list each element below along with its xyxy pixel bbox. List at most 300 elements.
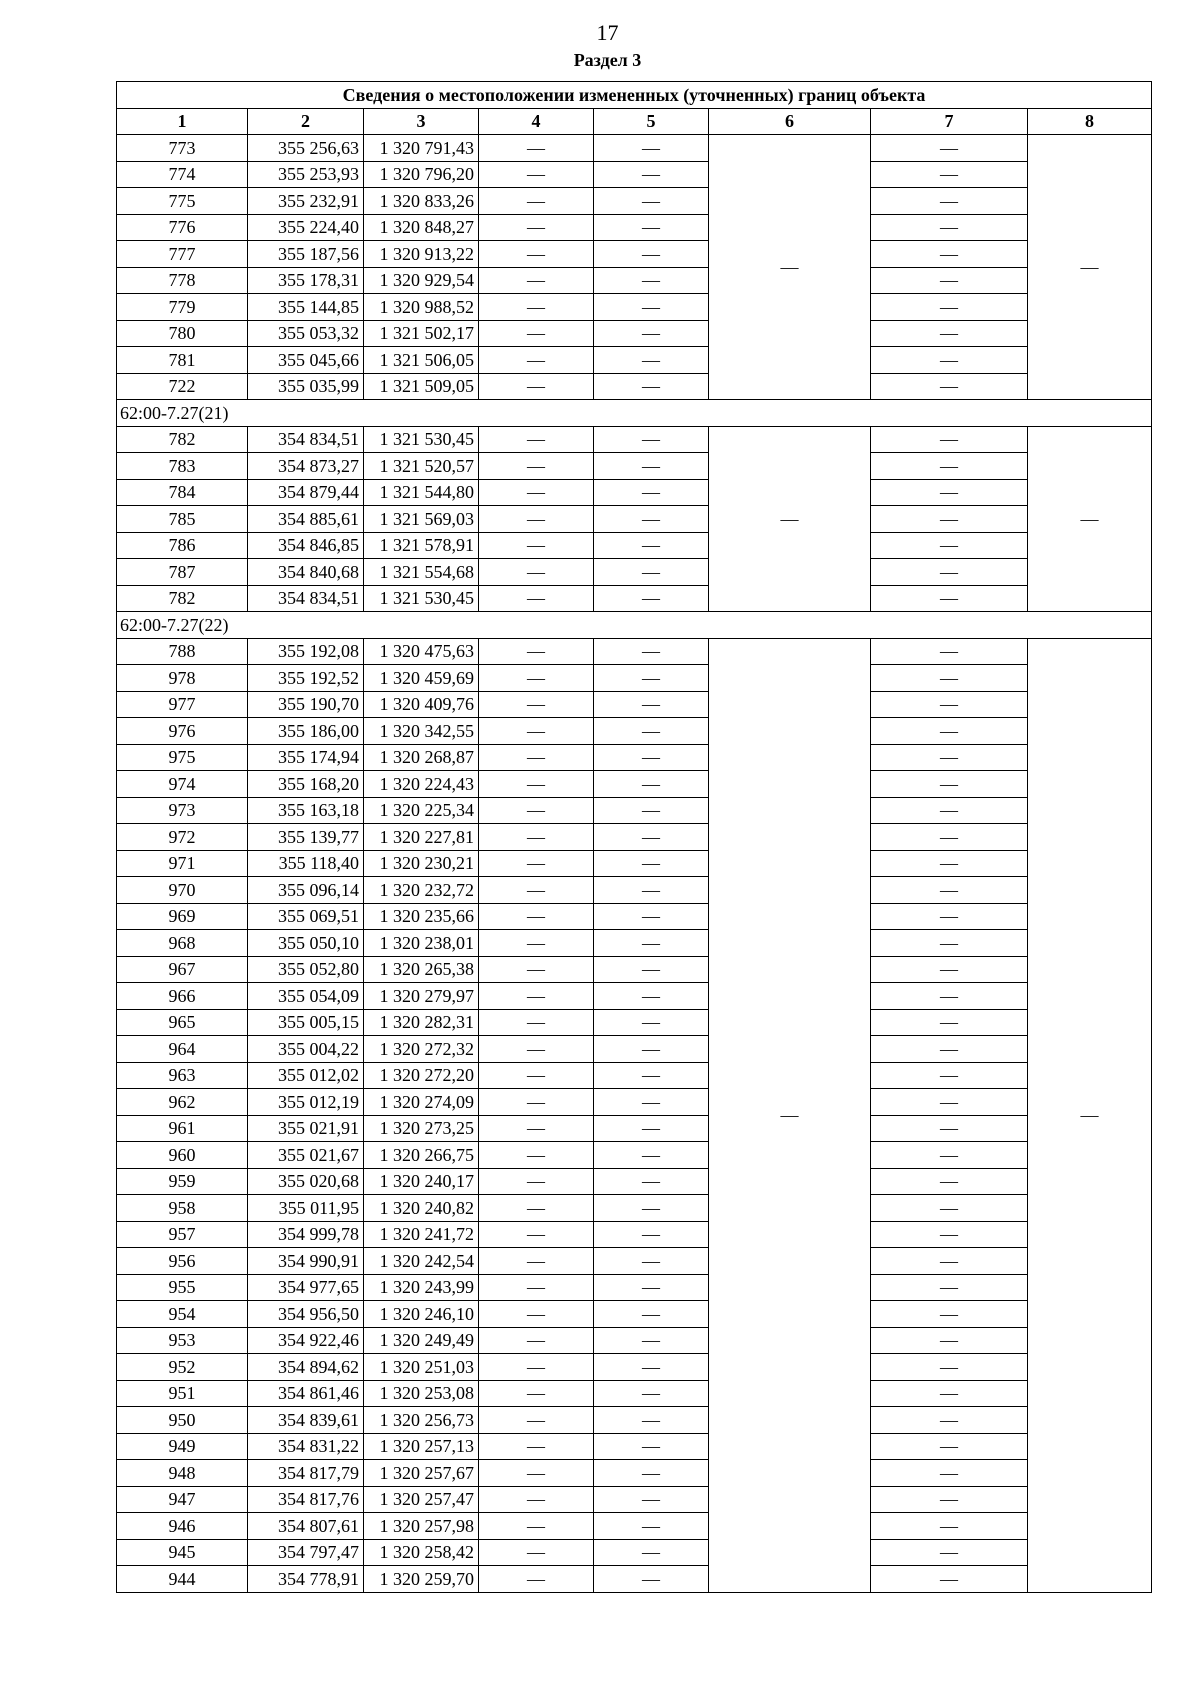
x-coordinate-cell: 355 190,70	[248, 691, 364, 718]
dash-cell: —	[594, 1062, 709, 1089]
x-coordinate-cell: 355 004,22	[248, 1036, 364, 1063]
x-coordinate-cell: 354 817,79	[248, 1460, 364, 1487]
column-header: 3	[364, 108, 479, 135]
dash-cell: —	[479, 930, 594, 957]
table-row	[117, 1115, 1152, 1142]
dash-cell: —	[479, 850, 594, 877]
merged-dash-cell: —	[1028, 638, 1152, 1592]
dash-cell: —	[479, 956, 594, 983]
dash-cell: —	[479, 665, 594, 692]
dash-cell: —	[594, 1009, 709, 1036]
x-coordinate-cell: 355 174,94	[248, 744, 364, 771]
point-number-cell: 952	[117, 1354, 248, 1381]
point-number-cell: 955	[117, 1274, 248, 1301]
dash-cell: —	[479, 294, 594, 321]
y-coordinate-cell: 1 320 272,20	[364, 1062, 479, 1089]
x-coordinate-cell: 355 178,31	[248, 267, 364, 294]
table-row	[117, 1566, 1152, 1593]
point-number-cell: 788	[117, 638, 248, 665]
dash-cell: —	[479, 1327, 594, 1354]
dash-cell: —	[871, 718, 1028, 745]
x-coordinate-cell: 355 021,67	[248, 1142, 364, 1169]
point-number-cell: 962	[117, 1089, 248, 1116]
point-number-cell: 946	[117, 1513, 248, 1540]
point-number-cell: 722	[117, 373, 248, 400]
y-coordinate-cell: 1 320 235,66	[364, 903, 479, 930]
x-coordinate-cell: 354 879,44	[248, 479, 364, 506]
dash-cell: —	[594, 850, 709, 877]
y-coordinate-cell: 1 320 259,70	[364, 1566, 479, 1593]
table-row	[117, 983, 1152, 1010]
dash-cell: —	[594, 665, 709, 692]
y-coordinate-cell: 1 321 509,05	[364, 373, 479, 400]
x-coordinate-cell: 354 807,61	[248, 1513, 364, 1540]
dash-cell: —	[871, 1301, 1028, 1328]
x-coordinate-cell: 355 096,14	[248, 877, 364, 904]
group-row	[117, 400, 1152, 427]
point-number-cell: 778	[117, 267, 248, 294]
y-coordinate-cell: 1 320 258,42	[364, 1539, 479, 1566]
point-number-cell: 954	[117, 1301, 248, 1328]
dash-cell: —	[594, 930, 709, 957]
x-coordinate-cell: 354 834,51	[248, 585, 364, 612]
point-number-cell: 944	[117, 1566, 248, 1593]
point-number-cell: 977	[117, 691, 248, 718]
y-coordinate-cell: 1 320 257,98	[364, 1513, 479, 1540]
dash-cell: —	[594, 691, 709, 718]
dash-cell: —	[594, 585, 709, 612]
table-row	[117, 903, 1152, 930]
merged-dash-cell: —	[1028, 426, 1152, 612]
point-number-cell: 961	[117, 1115, 248, 1142]
point-number-cell: 970	[117, 877, 248, 904]
dash-cell: —	[871, 1062, 1028, 1089]
dash-cell: —	[594, 559, 709, 586]
y-coordinate-cell: 1 321 578,91	[364, 532, 479, 559]
dash-cell: —	[871, 1168, 1028, 1195]
dash-cell: —	[594, 1460, 709, 1487]
dash-cell: —	[871, 1486, 1028, 1513]
y-coordinate-cell: 1 320 409,76	[364, 691, 479, 718]
x-coordinate-cell: 355 054,09	[248, 983, 364, 1010]
dash-cell: —	[871, 1354, 1028, 1381]
x-coordinate-cell: 355 139,77	[248, 824, 364, 851]
group-row	[117, 612, 1152, 639]
dash-cell: —	[594, 1327, 709, 1354]
y-coordinate-cell: 1 321 520,57	[364, 453, 479, 480]
dash-cell: —	[871, 638, 1028, 665]
x-coordinate-cell: 354 831,22	[248, 1433, 364, 1460]
table-row	[117, 559, 1152, 586]
table-row	[117, 1301, 1152, 1328]
dash-cell: —	[479, 320, 594, 347]
dash-cell: —	[594, 267, 709, 294]
dash-cell: —	[871, 1248, 1028, 1275]
dash-cell: —	[594, 135, 709, 162]
x-coordinate-cell: 355 192,08	[248, 638, 364, 665]
dash-cell: —	[479, 771, 594, 798]
dash-cell: —	[594, 1486, 709, 1513]
dash-cell: —	[871, 320, 1028, 347]
dash-cell: —	[871, 1274, 1028, 1301]
y-coordinate-cell: 1 320 232,72	[364, 877, 479, 904]
x-coordinate-cell: 355 224,40	[248, 214, 364, 241]
dash-cell: —	[594, 1089, 709, 1116]
point-number-cell: 947	[117, 1486, 248, 1513]
dash-cell: —	[479, 532, 594, 559]
x-coordinate-cell: 355 253,93	[248, 161, 364, 188]
column-header-row	[117, 108, 1152, 135]
point-number-cell: 777	[117, 241, 248, 268]
dash-cell: —	[871, 1115, 1028, 1142]
dash-cell: —	[479, 347, 594, 374]
dash-cell: —	[594, 718, 709, 745]
dash-cell: —	[479, 797, 594, 824]
y-coordinate-cell: 1 320 246,10	[364, 1301, 479, 1328]
dash-cell: —	[871, 1380, 1028, 1407]
y-coordinate-cell: 1 320 833,26	[364, 188, 479, 215]
x-coordinate-cell: 355 012,02	[248, 1062, 364, 1089]
cadastral-group-label: 62:00-7.27(21)	[117, 400, 1152, 427]
dash-cell: —	[594, 771, 709, 798]
y-coordinate-cell: 1 320 257,13	[364, 1433, 479, 1460]
y-coordinate-cell: 1 320 988,52	[364, 294, 479, 321]
dash-cell: —	[871, 214, 1028, 241]
table-row	[117, 1221, 1152, 1248]
column-header: 1	[117, 108, 248, 135]
dash-cell: —	[594, 903, 709, 930]
table-row	[117, 426, 1152, 453]
table-row	[117, 373, 1152, 400]
point-number-cell: 958	[117, 1195, 248, 1222]
x-coordinate-cell: 355 168,20	[248, 771, 364, 798]
dash-cell: —	[594, 1142, 709, 1169]
y-coordinate-cell: 1 320 225,34	[364, 797, 479, 824]
table-row	[117, 797, 1152, 824]
dash-cell: —	[871, 373, 1028, 400]
table-row	[117, 1327, 1152, 1354]
y-coordinate-cell: 1 320 459,69	[364, 665, 479, 692]
section-title: Раздел 3	[573, 50, 642, 70]
dash-cell: —	[479, 1407, 594, 1434]
table-row	[117, 532, 1152, 559]
x-coordinate-cell: 355 045,66	[248, 347, 364, 374]
table-row	[117, 1062, 1152, 1089]
dash-cell: —	[594, 824, 709, 851]
table-row	[117, 1513, 1152, 1540]
x-coordinate-cell: 354 999,78	[248, 1221, 364, 1248]
table-row	[117, 1036, 1152, 1063]
dash-cell: —	[594, 479, 709, 506]
table-row	[117, 135, 1152, 162]
point-number-cell: 786	[117, 532, 248, 559]
dash-cell: —	[479, 506, 594, 533]
column-header: 5	[594, 108, 709, 135]
point-number-cell: 782	[117, 426, 248, 453]
point-number-cell: 951	[117, 1380, 248, 1407]
x-coordinate-cell: 355 005,15	[248, 1009, 364, 1036]
dash-cell: —	[479, 135, 594, 162]
y-coordinate-cell: 1 320 251,03	[364, 1354, 479, 1381]
y-coordinate-cell: 1 320 796,20	[364, 161, 479, 188]
point-number-cell: 774	[117, 161, 248, 188]
dash-cell: —	[594, 241, 709, 268]
point-number-cell: 953	[117, 1327, 248, 1354]
x-coordinate-cell: 354 846,85	[248, 532, 364, 559]
y-coordinate-cell: 1 320 475,63	[364, 638, 479, 665]
y-coordinate-cell: 1 320 241,72	[364, 1221, 479, 1248]
table-row	[117, 850, 1152, 877]
dash-cell: —	[871, 1460, 1028, 1487]
point-number-cell: 959	[117, 1168, 248, 1195]
x-coordinate-cell: 354 990,91	[248, 1248, 364, 1275]
y-coordinate-cell: 1 320 240,82	[364, 1195, 479, 1222]
dash-cell: —	[479, 903, 594, 930]
y-coordinate-cell: 1 320 238,01	[364, 930, 479, 957]
y-coordinate-cell: 1 320 266,75	[364, 1142, 479, 1169]
y-coordinate-cell: 1 320 224,43	[364, 771, 479, 798]
dash-cell: —	[594, 161, 709, 188]
x-coordinate-cell: 355 118,40	[248, 850, 364, 877]
dash-cell: —	[871, 824, 1028, 851]
point-number-cell: 945	[117, 1539, 248, 1566]
x-coordinate-cell: 355 163,18	[248, 797, 364, 824]
point-number-cell: 964	[117, 1036, 248, 1063]
y-coordinate-cell: 1 320 279,97	[364, 983, 479, 1010]
dash-cell: —	[871, 1195, 1028, 1222]
point-number-cell: 976	[117, 718, 248, 745]
point-number-cell: 974	[117, 771, 248, 798]
dash-cell: —	[594, 983, 709, 1010]
dash-cell: —	[594, 1036, 709, 1063]
y-coordinate-cell: 1 320 265,38	[364, 956, 479, 983]
table-row	[117, 1460, 1152, 1487]
dash-cell: —	[594, 877, 709, 904]
point-number-cell: 779	[117, 294, 248, 321]
column-header: 7	[871, 108, 1028, 135]
dash-cell: —	[594, 1539, 709, 1566]
y-coordinate-cell: 1 320 240,17	[364, 1168, 479, 1195]
y-coordinate-cell: 1 320 342,55	[364, 718, 479, 745]
dash-cell: —	[871, 1036, 1028, 1063]
y-coordinate-cell: 1 320 913,22	[364, 241, 479, 268]
y-coordinate-cell: 1 321 530,45	[364, 585, 479, 612]
y-coordinate-cell: 1 321 506,05	[364, 347, 479, 374]
table-row	[117, 1407, 1152, 1434]
dash-cell: —	[871, 453, 1028, 480]
y-coordinate-cell: 1 321 530,45	[364, 426, 479, 453]
dash-cell: —	[479, 877, 594, 904]
dash-cell: —	[479, 188, 594, 215]
dash-cell: —	[871, 426, 1028, 453]
table-row	[117, 161, 1152, 188]
cadastral-group-label: 62:00-7.27(22)	[117, 612, 1152, 639]
x-coordinate-cell: 355 050,10	[248, 930, 364, 957]
table-row	[117, 691, 1152, 718]
point-number-cell: 950	[117, 1407, 248, 1434]
table-row	[117, 638, 1152, 665]
dash-cell: —	[479, 638, 594, 665]
dash-cell: —	[479, 983, 594, 1010]
table-row	[117, 1089, 1152, 1116]
point-number-cell: 963	[117, 1062, 248, 1089]
dash-cell: —	[594, 532, 709, 559]
dash-cell: —	[479, 1301, 594, 1328]
dash-cell: —	[871, 956, 1028, 983]
dash-cell: —	[594, 426, 709, 453]
dash-cell: —	[479, 426, 594, 453]
point-number-cell: 780	[117, 320, 248, 347]
x-coordinate-cell: 355 020,68	[248, 1168, 364, 1195]
table-row	[117, 1248, 1152, 1275]
dash-cell: —	[479, 1539, 594, 1566]
point-number-cell: 960	[117, 1142, 248, 1169]
dash-cell: —	[479, 744, 594, 771]
dash-cell: —	[479, 1486, 594, 1513]
dash-cell: —	[479, 824, 594, 851]
dash-cell: —	[479, 1168, 594, 1195]
x-coordinate-cell: 354 839,61	[248, 1407, 364, 1434]
dash-cell: —	[594, 1354, 709, 1381]
y-coordinate-cell: 1 320 791,43	[364, 135, 479, 162]
dash-cell: —	[871, 930, 1028, 957]
point-number-cell: 956	[117, 1248, 248, 1275]
dash-cell: —	[871, 294, 1028, 321]
table-row	[117, 1380, 1152, 1407]
x-coordinate-cell: 354 885,61	[248, 506, 364, 533]
x-coordinate-cell: 354 873,27	[248, 453, 364, 480]
x-coordinate-cell: 355 053,32	[248, 320, 364, 347]
dash-cell: —	[871, 1407, 1028, 1434]
y-coordinate-cell: 1 320 268,87	[364, 744, 479, 771]
table-row	[117, 718, 1152, 745]
page-number: 17	[596, 20, 619, 45]
point-number-cell: 973	[117, 797, 248, 824]
dash-cell: —	[871, 559, 1028, 586]
y-coordinate-cell: 1 320 243,99	[364, 1274, 479, 1301]
merged-dash-cell: —	[709, 426, 871, 612]
table-row	[117, 1354, 1152, 1381]
dash-cell: —	[871, 797, 1028, 824]
table-row	[117, 506, 1152, 533]
dash-cell: —	[871, 479, 1028, 506]
dash-cell: —	[479, 267, 594, 294]
point-number-cell: 966	[117, 983, 248, 1010]
x-coordinate-cell: 354 778,91	[248, 1566, 364, 1593]
point-number-cell: 967	[117, 956, 248, 983]
y-coordinate-cell: 1 320 848,27	[364, 214, 479, 241]
dash-cell: —	[479, 161, 594, 188]
point-number-cell: 972	[117, 824, 248, 851]
dash-cell: —	[871, 267, 1028, 294]
dash-cell: —	[871, 1513, 1028, 1540]
dash-cell: —	[479, 1433, 594, 1460]
table-row	[117, 267, 1152, 294]
x-coordinate-cell: 355 187,56	[248, 241, 364, 268]
y-coordinate-cell: 1 321 569,03	[364, 506, 479, 533]
table-row	[117, 877, 1152, 904]
table-body	[117, 135, 1152, 1593]
dash-cell: —	[479, 373, 594, 400]
dash-cell: —	[594, 1407, 709, 1434]
table-row	[117, 320, 1152, 347]
y-coordinate-cell: 1 320 257,47	[364, 1486, 479, 1513]
dash-cell: —	[871, 665, 1028, 692]
dash-cell: —	[479, 691, 594, 718]
point-number-cell: 948	[117, 1460, 248, 1487]
dash-cell: —	[594, 320, 709, 347]
dash-cell: —	[871, 1089, 1028, 1116]
dash-cell: —	[594, 453, 709, 480]
table-row	[117, 665, 1152, 692]
merged-dash-cell: —	[709, 638, 871, 1592]
dash-cell: —	[479, 1380, 594, 1407]
dash-cell: —	[871, 1142, 1028, 1169]
y-coordinate-cell: 1 320 253,08	[364, 1380, 479, 1407]
y-coordinate-cell: 1 320 272,32	[364, 1036, 479, 1063]
x-coordinate-cell: 355 232,91	[248, 188, 364, 215]
dash-cell: —	[594, 797, 709, 824]
dash-cell: —	[594, 956, 709, 983]
dash-cell: —	[871, 188, 1028, 215]
table-row	[117, 1195, 1152, 1222]
y-coordinate-cell: 1 320 249,49	[364, 1327, 479, 1354]
dash-cell: —	[871, 771, 1028, 798]
dash-cell: —	[479, 1566, 594, 1593]
table-row	[117, 214, 1152, 241]
table-row	[117, 1486, 1152, 1513]
dash-cell: —	[871, 903, 1028, 930]
table-row	[117, 1433, 1152, 1460]
dash-cell: —	[594, 1115, 709, 1142]
y-coordinate-cell: 1 320 274,09	[364, 1089, 479, 1116]
dash-cell: —	[594, 214, 709, 241]
dash-cell: —	[871, 506, 1028, 533]
dash-cell: —	[594, 1513, 709, 1540]
dash-cell: —	[871, 585, 1028, 612]
dash-cell: —	[871, 1009, 1028, 1036]
table-row	[117, 824, 1152, 851]
table-row	[117, 188, 1152, 215]
point-number-cell: 773	[117, 135, 248, 162]
x-coordinate-cell: 354 977,65	[248, 1274, 364, 1301]
dash-cell: —	[479, 1221, 594, 1248]
y-coordinate-cell: 1 320 227,81	[364, 824, 479, 851]
x-coordinate-cell: 355 192,52	[248, 665, 364, 692]
dash-cell: —	[871, 691, 1028, 718]
dash-cell: —	[594, 1566, 709, 1593]
y-coordinate-cell: 1 320 242,54	[364, 1248, 479, 1275]
table-row	[117, 1142, 1152, 1169]
dash-cell: —	[594, 1248, 709, 1275]
x-coordinate-cell: 354 861,46	[248, 1380, 364, 1407]
column-header: 8	[1028, 108, 1152, 135]
point-number-cell: 949	[117, 1433, 248, 1460]
dash-cell: —	[479, 1513, 594, 1540]
dash-cell: —	[871, 850, 1028, 877]
boundary-coordinates-table	[116, 81, 1152, 1593]
table-row	[117, 771, 1152, 798]
dash-cell: —	[871, 532, 1028, 559]
dash-cell: —	[594, 744, 709, 771]
dash-cell: —	[594, 1433, 709, 1460]
table-row	[117, 479, 1152, 506]
table-caption: Сведения о местоположении измененных (уточненных) границ объекта	[117, 82, 1152, 109]
table-row	[117, 294, 1152, 321]
x-coordinate-cell: 354 840,68	[248, 559, 364, 586]
dash-cell: —	[871, 1539, 1028, 1566]
dash-cell: —	[871, 1566, 1028, 1593]
